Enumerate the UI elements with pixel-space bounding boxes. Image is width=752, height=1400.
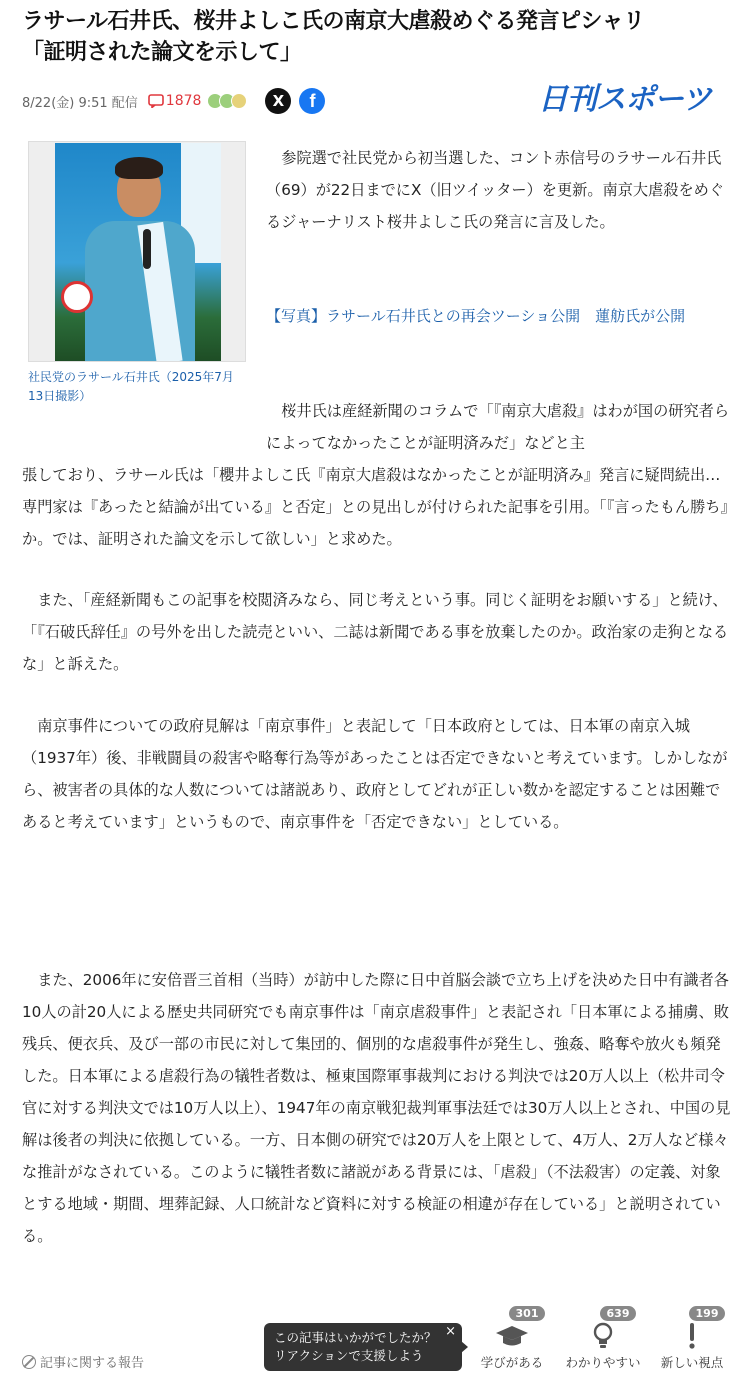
share-facebook-button[interactable]	[299, 88, 325, 114]
comment-count: 1878	[165, 93, 202, 109]
x-icon: X	[272, 92, 285, 110]
article-title	[22, 6, 732, 68]
prohibit-icon	[22, 1355, 36, 1369]
reaction-clear-button[interactable]	[565, 1302, 641, 1371]
tooltip-line-2: リアクションで支援しよう	[274, 1348, 424, 1363]
reaction-new-view-button[interactable]	[654, 1302, 730, 1371]
photo-caption: 社民党のラサール石井氏（2025年7月13日撮影）	[28, 370, 234, 403]
report-label: 記事に関する報告	[40, 1356, 145, 1371]
title-line-2: 「証明された論文を示して」	[22, 40, 302, 65]
reaction-label: わかりやすい	[565, 1355, 641, 1370]
paragraph-3: また、「産経新聞もこの記事を校閲済みなら、同じ考えという事。同じく証明をお願いする」と続け、「『石破氏辞任』の号外を出した読売といい、二誌は新聞である事を放棄したのか。政治家の走狗となるな」と訴えた。	[22, 591, 729, 673]
share-x-button[interactable]	[265, 88, 291, 114]
reaction-label: 新しい視点	[660, 1355, 724, 1370]
report-article-link[interactable]	[22, 1352, 144, 1371]
facebook-icon: f	[309, 90, 316, 111]
reaction-tooltip	[264, 1323, 462, 1371]
comment-icon	[148, 94, 164, 108]
publish-date: 8/22(金) 9:51 配信	[22, 95, 138, 111]
reaction-count: 301	[509, 1306, 546, 1321]
exclamation-icon	[654, 1323, 730, 1349]
article-photo[interactable]	[28, 141, 246, 362]
related-photo-link[interactable]: 【写真】ラサール石井氏との再会ツーショ公開 蓮舫氏が公開	[266, 307, 686, 325]
comment-link[interactable]	[148, 93, 202, 109]
tooltip-line-1: この記事はいかがでしたか？	[274, 1330, 437, 1345]
paragraph-1: 参院選で社民党から初当選した、コント赤信号のラサール石井氏（69）が22日までにX（旧ツイッター）を更新。南京大虐殺をめぐるジャーナリスト桜井よしこ氏の発言に言及した。	[266, 149, 725, 231]
paragraph-5: また、2006年に安倍晋三首相（当時）が訪中した際に日中首脳会談で立ち上げを決めた日中有識者各10人の計20人による歴史共同研究でも南京事件は「南京虐殺事件」と表記され「日本軍による捕虜、敗残兵、便衣兵、及び一部の市民に対して集団的、個別的な虐殺事件が発生し、強姦、略奪や放火も頻発した。日本軍による虐殺行為の犠牲者数は、極東国際軍事裁判における判決では20万人以上（松井司令官に対する判決文では10万人以上）、1947年の南京戦犯裁判軍事法廷では30万人以上とされ、中国の見解は後者の判決に依拠している。一方、日本側の研究では20万人を上限として、4万人、2万人など様々な推計がなされている。このように犠牲者数に諸説がある背景には、「虐殺」（不法殺害）の定義、対象とする地域・期間、埋葬記録、人口統計など資料に対する検証の相違が存在している」と説明されている。	[22, 971, 731, 1245]
reaction-count: 199	[689, 1306, 726, 1321]
reaction-count: 639	[600, 1306, 637, 1321]
reaction-emoji-icon	[207, 93, 247, 109]
paragraph-2-continued: 張しており、ラサール氏は「櫻井よしこ氏『南京大虐殺はなかったことが証明済み』発言に疑問続出…専門家は『あったと結論が出ている』と否定」との見出しが付けられた記事を引用。「『言ったもん勝ち』か。では、証明された論文を示して欲しい」と求めた。	[22, 466, 729, 548]
article-meta	[22, 88, 325, 114]
photo-image	[55, 143, 221, 361]
graduation-cap-icon	[474, 1323, 550, 1349]
paragraph-2-start: 桜井氏は産経新聞のコラムで「『南京大虐殺』はわが国の研究者らによってなかったことが証明済みだ」などと主	[266, 402, 730, 452]
lightbulb-icon	[565, 1323, 641, 1349]
paragraph-4: 南京事件についての政府見解は「南京事件」と表記して「日本政府としては、日本軍の南京入城（1937年）後、非戦闘員の殺害や略奪行為等があったことは否定できないと考えています。しかしながら、被害者の具体的な人数については諸説あり、政府としてどれが正しい数かを認定することは困難であると考えています」というもので、南京事件を「否定できない」としている。	[22, 717, 728, 831]
reaction-learn-button[interactable]	[474, 1302, 550, 1371]
tooltip-close-icon[interactable]: ×	[445, 1324, 456, 1339]
title-line-1: ラサール石井氏、桜井よしこ氏の南京大虐殺めぐる発言ピシャリ	[22, 9, 645, 34]
publisher-logo[interactable]: 日刊スポーツ	[538, 82, 711, 117]
reaction-label: 学びがある	[480, 1355, 544, 1370]
